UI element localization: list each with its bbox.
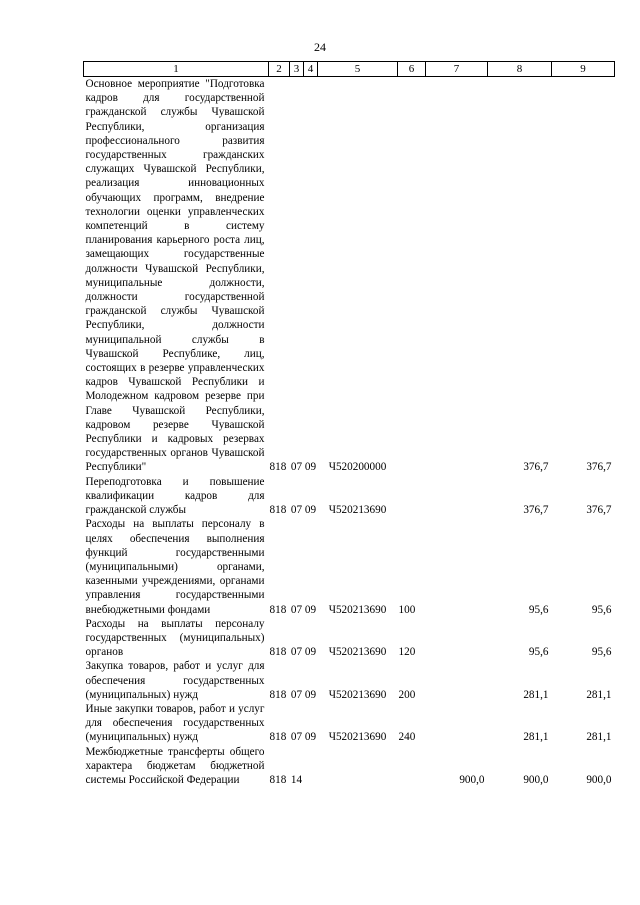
- header-col-5: 5: [318, 62, 398, 77]
- cell-expense-type: [398, 475, 426, 518]
- row-description: Основное мероприятие "Подготовка кадров для государственной гражданской службы Чувашской Республики, организация профессионального развития государственных гражданских служащих Чувашской Республики, реализация инновационных обучающих программ, внедрение технологии оценки управленческих компетенций в систему планирования карьерного роста лиц, замещающих государственные должности Чувашской Республики, муниципальные должности, должности государственной гражданской службы Чувашской Республики, должности муниципальной службы в Чувашской Республике, лиц, состоящих в резерве управленческих кадров Чувашской Республики и Молодежном кадровом резерве при Главе Чувашской Республики, кадровом резерве Чувашской Республики и кадровых резервах государственных органов Чувашской Республики": [85, 78, 265, 474]
- cell-expense-type: 120: [398, 646, 416, 659]
- cell-amount-total: [426, 475, 488, 518]
- cell-target-article: Ч520213690: [328, 504, 387, 517]
- cell-target-article: Ч520213690: [328, 603, 387, 616]
- cell-expense-type: 240: [398, 731, 416, 744]
- cell-ministry: 818: [269, 646, 287, 659]
- header-col-1: 1: [84, 62, 269, 77]
- cell-subsection: 09: [304, 603, 317, 616]
- cell-ministry: 818: [269, 731, 287, 744]
- header-col-7: 7: [426, 62, 488, 77]
- cell-amount-year1: 900,0: [523, 773, 549, 786]
- row-description: Расходы на выплаты персоналу в целях обеспечения выполнения функций государственными (муниципальными) органами, казенными учреждениями, органами управления государственными внебюджетными фондами: [85, 518, 265, 616]
- header-col-6: 6: [398, 62, 426, 77]
- cell-amount-year1: 281,1: [523, 688, 549, 701]
- cell-expense-type: 200: [398, 688, 416, 701]
- row-description: Иные закупки товаров, работ и услуг для обеспечения государственных (муниципальных) нужд: [85, 702, 265, 744]
- cell-section: 14: [290, 773, 303, 786]
- cell-target-article: [318, 745, 398, 788]
- row-description: Межбюджетные трансферты общего характера бюджетам бюджетной системы Российской Федерации: [85, 745, 265, 786]
- cell-subsection: 09: [304, 504, 317, 517]
- header-col-2: 2: [269, 62, 290, 77]
- cell-target-article: Ч520213690: [328, 688, 387, 701]
- budget-table: [83, 61, 615, 787]
- row-description: Переподготовка и повышение квалификации кадров для гражданской службы: [85, 475, 265, 517]
- table-body: [84, 77, 615, 788]
- header-col-9: 9: [552, 62, 615, 77]
- cell-amount-year2: 95,6: [591, 646, 612, 659]
- cell-section: 07: [290, 461, 303, 474]
- table-row: [84, 745, 615, 788]
- cell-section: 07: [290, 731, 303, 744]
- cell-amount-year1: 95,6: [528, 603, 549, 616]
- header-col-4: 4: [304, 62, 318, 77]
- cell-subsection: 09: [304, 461, 317, 474]
- cell-section: 07: [290, 603, 303, 616]
- cell-ministry: 818: [269, 504, 287, 517]
- cell-amount-year2: 95,6: [591, 603, 612, 616]
- page-number: 24: [314, 40, 326, 54]
- cell-subsection: 09: [304, 688, 317, 701]
- table-row: [84, 517, 615, 616]
- cell-amount-year2: 900,0: [586, 773, 612, 786]
- cell-amount-year1: 376,7: [523, 461, 549, 474]
- row-description: Закупка товаров, работ и услуг для обеспечения государственных (муниципальных) нужд: [85, 660, 265, 701]
- row-description: Расходы на выплаты персоналу государственных (муниципальных) органов: [85, 617, 265, 659]
- cell-expense-type: 100: [398, 603, 416, 616]
- cell-target-article: Ч520213690: [328, 731, 387, 744]
- cell-amount-total: [426, 659, 488, 702]
- cell-amount-total: [426, 617, 488, 660]
- cell-expense-type: [398, 745, 426, 788]
- table-row: [84, 702, 615, 745]
- cell-amount-year1: 376,7: [523, 504, 549, 517]
- cell-expense-type: [398, 77, 426, 475]
- cell-ministry: 818: [269, 773, 287, 786]
- cell-amount-total: [426, 77, 488, 475]
- cell-amount-total: [426, 517, 488, 616]
- cell-amount-year2: 376,7: [586, 504, 612, 517]
- header-row: [84, 62, 615, 77]
- cell-ministry: 818: [269, 603, 287, 616]
- cell-ministry: 818: [269, 688, 287, 701]
- cell-amount-total: [426, 702, 488, 745]
- cell-amount-total: 900,0: [459, 773, 485, 786]
- table-row: [84, 475, 615, 518]
- cell-amount-year2: 281,1: [586, 688, 612, 701]
- cell-target-article: Ч520213690: [328, 646, 387, 659]
- cell-subsection: 09: [304, 646, 317, 659]
- header-col-8: 8: [488, 62, 552, 77]
- cell-amount-year1: 281,1: [523, 731, 549, 744]
- cell-target-article: Ч520200000: [328, 461, 387, 474]
- cell-section: 07: [290, 504, 303, 517]
- cell-amount-year2: 376,7: [586, 461, 612, 474]
- table-row: [84, 77, 615, 475]
- cell-section: 07: [290, 646, 303, 659]
- cell-amount-year2: 281,1: [586, 731, 612, 744]
- cell-ministry: 818: [269, 461, 287, 474]
- cell-amount-year1: 95,6: [528, 646, 549, 659]
- cell-subsection: [304, 745, 318, 788]
- header-col-3: 3: [290, 62, 304, 77]
- table-row: [84, 617, 615, 660]
- cell-section: 07: [290, 688, 303, 701]
- cell-subsection: 09: [304, 731, 317, 744]
- table-row: [84, 659, 615, 702]
